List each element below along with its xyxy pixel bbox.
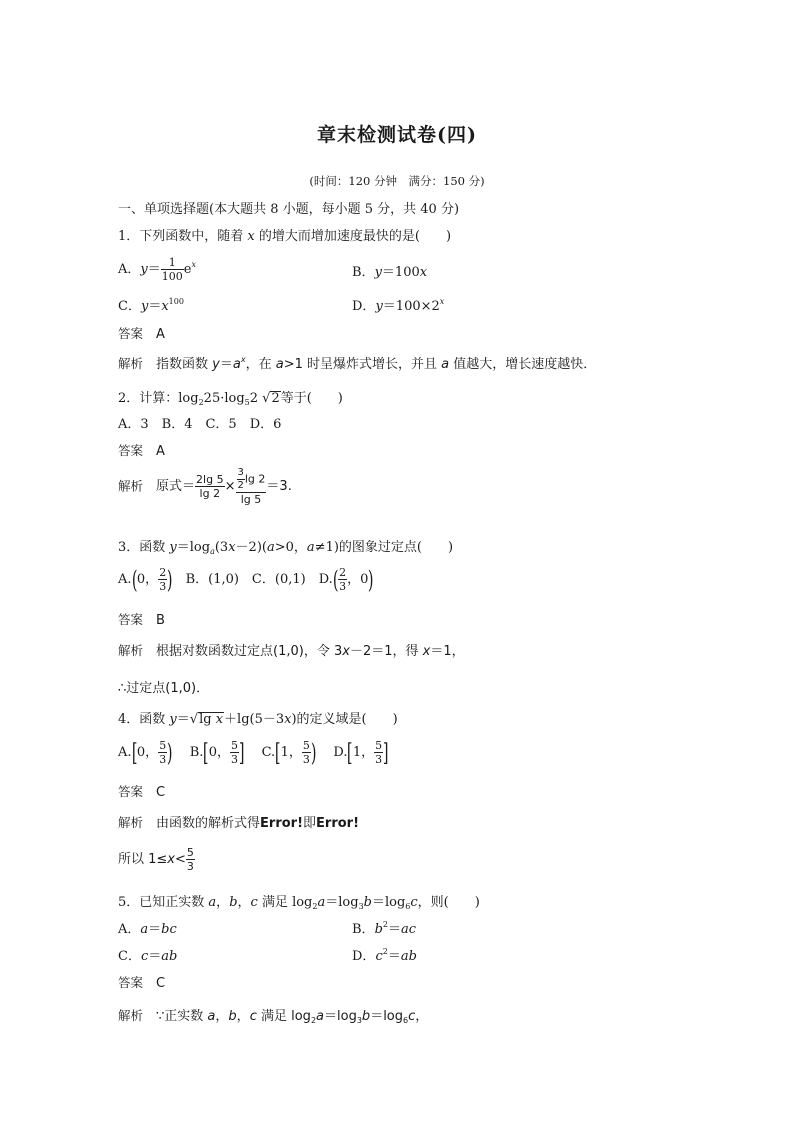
q5-analysis: 解析 ∵正实数 a，b，c 满足 $\log_2a=\log_3b=\log_6c$， [118,1008,429,1025]
q3-analysis-line1: 解析 根据对数函数过定点(1,0)，令 3x－2＝1，得 x＝1， [118,643,465,659]
q2-analysis: 解析 原式＝ $\frac{2\lg 5}{\lg 2}$ × $\frac{3}{2}$ lg 2 lg 5 ＝3. [118,467,292,506]
q1-answer: 答案 A [118,326,165,342]
q2-stem: 2．计算：$\log_225\cdot\log_52$ √2等于( ) [118,391,343,407]
q3-analysis-line2: ∴过定点(1,0)． [118,681,210,696]
q1-option-d: D．$y=100\times 2^x$ [352,297,445,314]
q5-option-b: B．$b^2=ac$ [352,920,417,937]
q3-answer: 答案 B [118,612,165,628]
q4-options: A.[0， $\frac{5}{3}$ ) B.[0， $\frac{5}{3}$ ] C.[1， $\frac{5}{3}$ ) D.[1， $\frac{5}{3}$ ] [118,738,389,767]
q5-stem: 5．已知正实数 a，b，c 满足 $\log_2a=\log_3b=\log_6c$，则( ) [118,895,480,911]
q4-stem: 4．函数 y＝√lg x＋lg(5－3x)的定义域是( ) [118,712,398,727]
q1-stem: 1．下列函数中，随着 x 的增大而增加速度最快的是( ) [118,229,452,244]
q4-answer: 答案 C [118,784,166,800]
q3-stem: 3．函数 $y=\log_a(3x-2)(a>0$，a≠1)的图象过定点( ) [118,540,454,556]
q3-options: A.(0， $\frac{2}{3}$ ) B．(1,0) C．(0,1) D.( $\frac{2}{3}$ ，0) [118,565,374,594]
q1-option-c: C．$y=x^{100}$ [118,297,184,314]
page-title: 章末检测试卷(四) [317,124,477,146]
q1-analysis: 解析 指数函数 $y=a^x$，在 a>1 时呈爆炸式增长，并且 a 值越大，增长速度越快． [118,355,597,372]
q2-options: A．3 B．4 C．5 D．6 [118,417,282,432]
q5-option-a: A．a＝bc [118,922,177,937]
q4-analysis-line2: 所以 1≤x< $\frac{5}{3}$ [118,846,194,873]
q1-option-a: A．y＝ $\frac{1}{100}$ $e^x$ [118,256,196,283]
q5-option-c: C．c＝ab [118,949,178,964]
section-heading: 一、单项选择题(本大题共 8 小题，每小题 5 分，共 40 分) [118,202,460,217]
q4-analysis-line1: 解析 由函数的解析式得Error!即Error! [118,815,360,831]
q1-option-b: B．y＝100x [352,265,428,280]
q5-option-d: D．$c^2=ab$ [352,947,417,964]
q2-answer: 答案 A [118,443,165,459]
exam-info: (时间：120 分钟 满分：150 分) [309,174,485,188]
q5-answer: 答案 C [118,975,166,991]
